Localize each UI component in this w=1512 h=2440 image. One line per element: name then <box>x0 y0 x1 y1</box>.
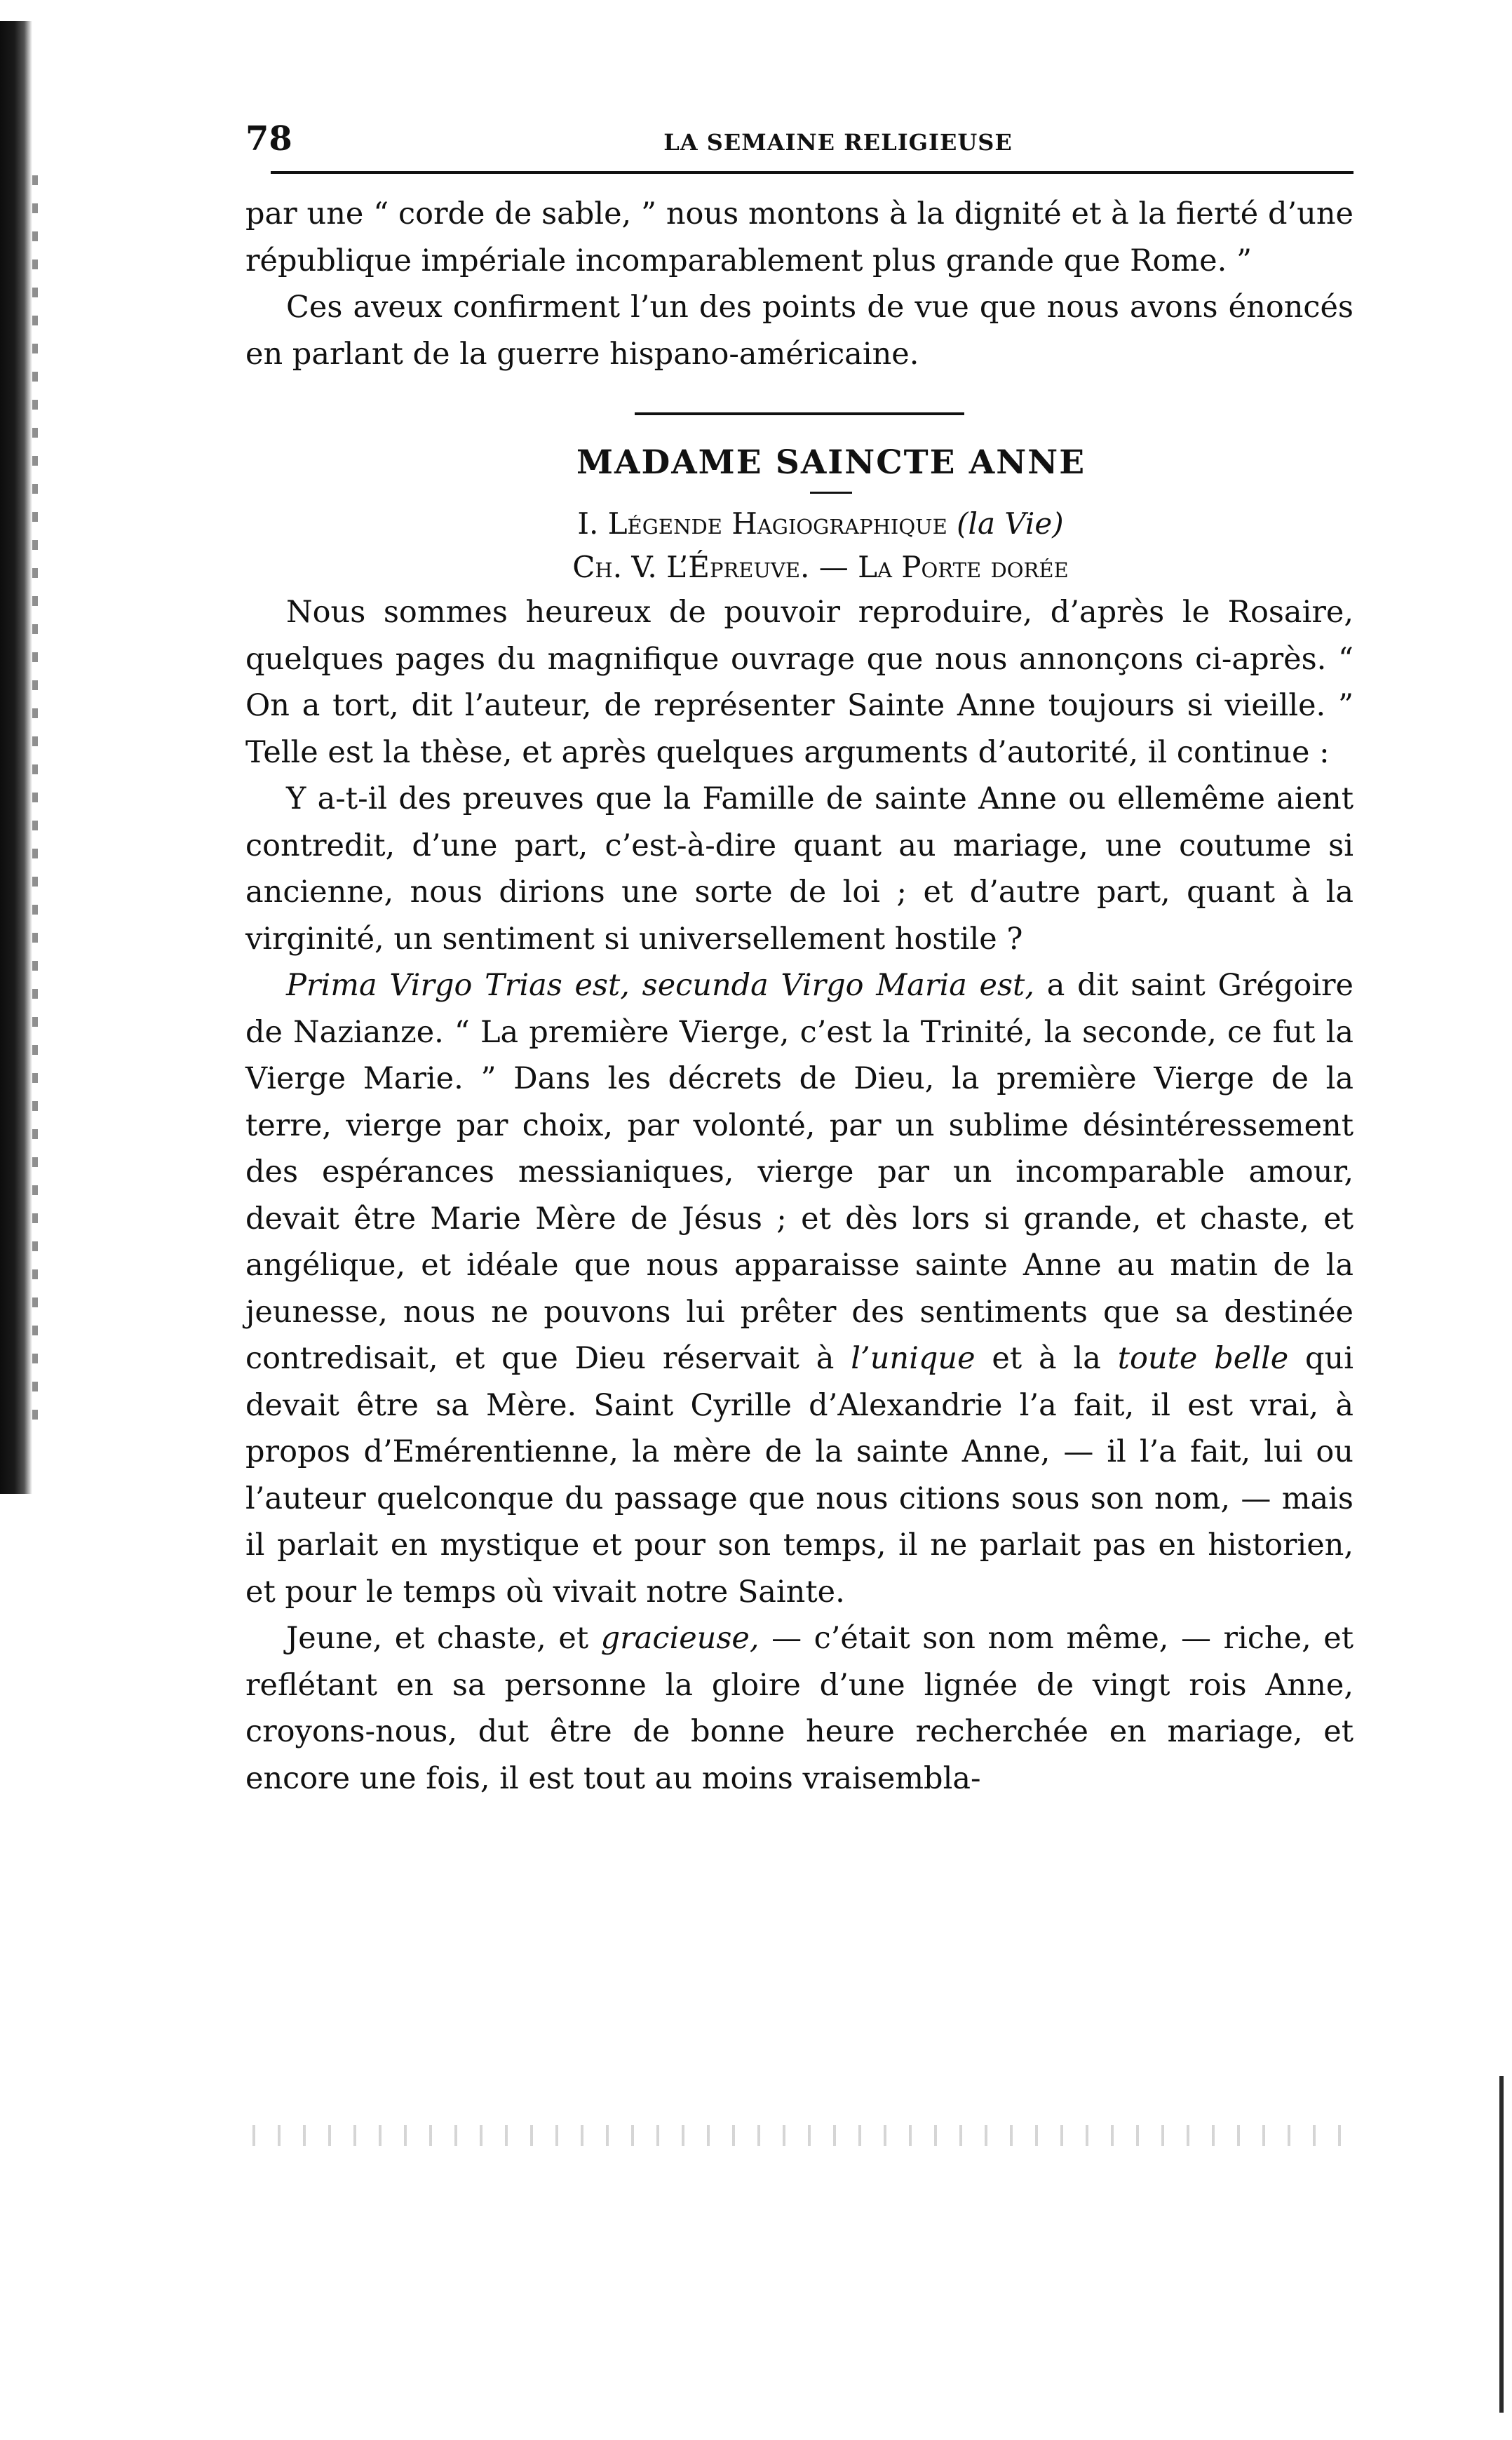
scan-specks <box>252 2125 1346 2146</box>
body-paragraph-3-c: qui devait être sa Mère. Saint Cyrille d’Alexandrie l’a fait, il est vrai, à propos d’Emérentienne, la mère de la sainte Anne, — il l’a fait, lui ou l’auteur quelconque du passage que nous citions sous son nom, — mais il parlait en mystique et pour son temps, il ne parlait pas en historien, et pour le temps où vivait notre Sainte. <box>245 1341 1354 1610</box>
body-paragraph-4-a: Jeune, et chaste, et <box>286 1621 601 1656</box>
running-head <box>245 119 1354 168</box>
subtitle-1-italic: (la Vie) <box>957 506 1064 541</box>
body-paragraph-3-a: a dit saint Grégoire de Nazianze. “ La première Vierge, c’est la Trinité, la seconde, ce fut la Vierge Marie. ” Dans les décrets de Dieu, la première Vierge de la terre, vierge par choix, par volonté, par un sublime désintéressement des espérances messianiques, vierge par un incomparable amour, devait être Marie Mère de Jésus ; et dès lors si grande, et chaste, et angélique, et idéale que nous apparaisse sainte Anne au matin de la jeunesse, nous ne pouvons lui prêter des sentiments que sa destinée contredisait, et que Dieu réservait à <box>245 968 1354 1376</box>
article-subtitle-1 <box>245 502 1354 546</box>
running-title: LA SEMAINE RELIGIEUSE <box>663 129 1013 156</box>
body-paragraph-4 <box>245 1615 1354 1802</box>
body-paragraph-3 <box>245 962 1354 1615</box>
italic-toute-belle: toute belle <box>1117 1341 1289 1376</box>
scan-binding-marks <box>32 175 38 1438</box>
subtitle-1-label: I. Légende Hagiographique <box>577 506 947 541</box>
body-paragraph-2: Y a-t-il des preuves que la Famille de sainte Anne ou ellemême aient contredit, d’une part, c’est-à-dire quant au mariage, une coutume si ancienne, nous dirions une sorte de loi ; et d’autre part, quant à la virginité, un sentiment si universellement hostile ? <box>245 781 1354 957</box>
article-title: MADAME SAINCTE ANNE <box>576 443 1086 482</box>
body-paragraph-1: Nous sommes heureux de pouvoir reproduire, d’après le Rosaire, quelques pages du magnifique ouvrage que nous annonçons ci-après. “ On a tort, dit l’auteur, de représenter Sainte Anne toujours si vieille. ” Telle est la thèse, et après quelques arguments d’autorité, il continue : <box>245 595 1354 770</box>
latin-quote: Prima Virgo Trias est, secunda Virgo Maria est, <box>286 968 1035 1003</box>
italic-unique: l’unique <box>851 1341 976 1376</box>
intro-paragraph-1: par une “ corde de sable, ” nous montons à la dignité et à la fierté d’une république impériale incomparablement plus grande que Rome. ” <box>245 196 1354 278</box>
header-rule <box>271 171 1354 174</box>
body-paragraph-3-b: et à la <box>975 1341 1118 1376</box>
section-divider <box>635 412 964 415</box>
intro-paragraph-2: Ces aveux confirment l’un des points de vue que nous avons énoncés en parlant de la guerre hispano-américaine. <box>245 290 1354 372</box>
italic-gracieuse: gracieuse, <box>600 1621 760 1656</box>
body-paragraph-4-b: — c’était son nom même, — riche, et reflétant en sa personne la gloire d’une lignée de vingt rois Anne, croyons-nous, dut être de bonne heure recherchée en mariage, et encore une fois, il est tout au moins vraisembla- <box>245 1621 1354 1796</box>
page-content <box>245 119 1354 1802</box>
page-number: 78 <box>245 119 292 159</box>
article-subtitle-2: Ch. V. L’Épreuve. — La Porte dorée <box>572 550 1069 584</box>
scan-binding-edge <box>0 21 32 1494</box>
scan-right-edge <box>1499 2076 1504 2413</box>
title-dash <box>810 492 852 494</box>
